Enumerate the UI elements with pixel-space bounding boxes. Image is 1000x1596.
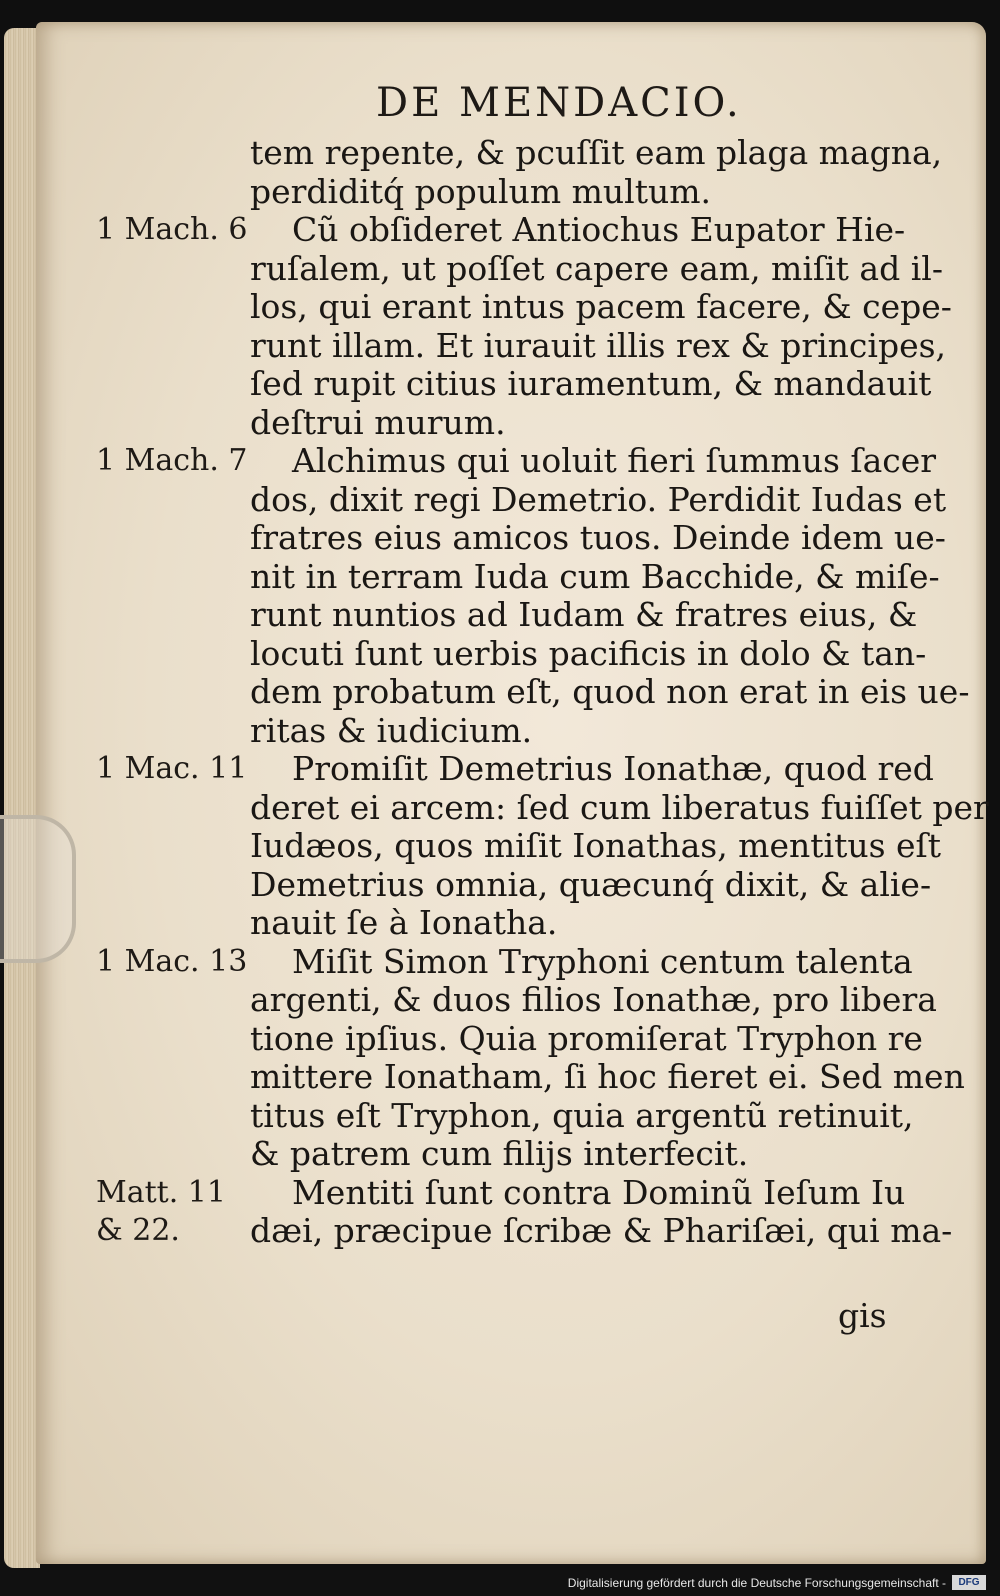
text-line: & patrem cum filijs interfecit. xyxy=(250,1134,749,1173)
text-line: dem probatum eſt, quod non erat in eis ue- xyxy=(250,672,970,711)
text-line: Promiſit Demetrius Ionathæ, quod red xyxy=(292,749,934,788)
footer-credit: Digitalisierung gefördert durch die Deutsche Forschungsgemeinschaft - xyxy=(567,1576,946,1590)
text-line: fratres eius amicos tuos. Deinde idem ue- xyxy=(250,518,946,557)
text-line: ritas & iudicium. xyxy=(250,710,533,750)
text-entry xyxy=(0,211,986,442)
text-line: runt nuntios ad Iudam & fratres eius, & xyxy=(250,595,918,634)
text-line: Alchimus qui uoluit fieri ſummus ſacer xyxy=(292,441,937,480)
text-line: Demetrius omnia, quæcunq́ dixit, & alie- xyxy=(250,864,932,904)
text-entry xyxy=(0,1174,986,1251)
text-entry xyxy=(0,943,986,1174)
text-line: tione ipſius. Quia promiſerat Tryphon re xyxy=(250,1018,923,1058)
text-line: ſed rupit citius iuramentum, & mandauit xyxy=(250,364,932,403)
text-line: perdiditq́ populum multum. xyxy=(250,171,712,211)
text-line: deſtrui murum. xyxy=(250,402,506,442)
margin-reference: 1 Mach. 6 xyxy=(96,212,248,247)
text-line: los, qui erant intus pacem facere, & cepe- xyxy=(250,287,952,326)
text-entry xyxy=(0,749,989,943)
text-line: titus eſt Tryphon, quia argentũ retinuit, xyxy=(250,1095,914,1135)
text-line: Miſit Simon Tryphoni centum talenta xyxy=(292,941,913,981)
text-line: ruſalem, ut poſſet capere eam, miſit ad il- xyxy=(250,248,943,288)
text-line: Cũ obſideret Antiochus Eupator Hie- xyxy=(292,210,906,249)
text-block xyxy=(0,133,989,1251)
text-line: argenti, & duos filios Ionathæ, pro libera xyxy=(250,980,937,1019)
text-line: nit in terram Iuda cum Bacchide, & miſe- xyxy=(250,556,940,596)
text-line: Mentiti ſunt contra Dominũ Ieſum Iu xyxy=(292,1172,906,1212)
margin-reference: 1 Mac. 13 xyxy=(96,943,248,979)
text-entry xyxy=(0,442,986,750)
catchword: gis xyxy=(838,1296,887,1335)
text-line: deret ei arcem: ſed cum liberatus fuiſſet per xyxy=(250,787,989,827)
margin-reference: Matt. 11 & 22. xyxy=(96,1174,226,1248)
running-header: DE MENDACIO. xyxy=(376,80,742,126)
text-line: tem repente, & pcuſſit eam plaga magna, xyxy=(250,133,943,172)
text-line: locuti ſunt uerbis pacificis in dolo & tan- xyxy=(250,633,927,673)
text-line: dos, dixit regi Demetrio. Perdidit Iudas et xyxy=(250,479,947,519)
text-entry xyxy=(0,134,986,211)
text-line: runt illam. Et iurauit illis rex & principes, xyxy=(250,325,947,365)
text-line: Iudæos, quos miſit Ionathas, mentitus eſt xyxy=(250,826,942,865)
text-line: dæi, præcipue ſcribæ & Phariſæi, qui ma- xyxy=(250,1211,953,1250)
margin-reference: 1 Mac. 11 xyxy=(96,751,248,786)
text-line: mittere Ionatham, ſi hoc fieret ei. Sed men xyxy=(250,1057,965,1096)
text-line: nauit ſe à Ionatha. xyxy=(250,903,558,942)
margin-reference: 1 Mach. 7 xyxy=(96,443,248,478)
dfg-logo: DFG xyxy=(952,1575,986,1590)
